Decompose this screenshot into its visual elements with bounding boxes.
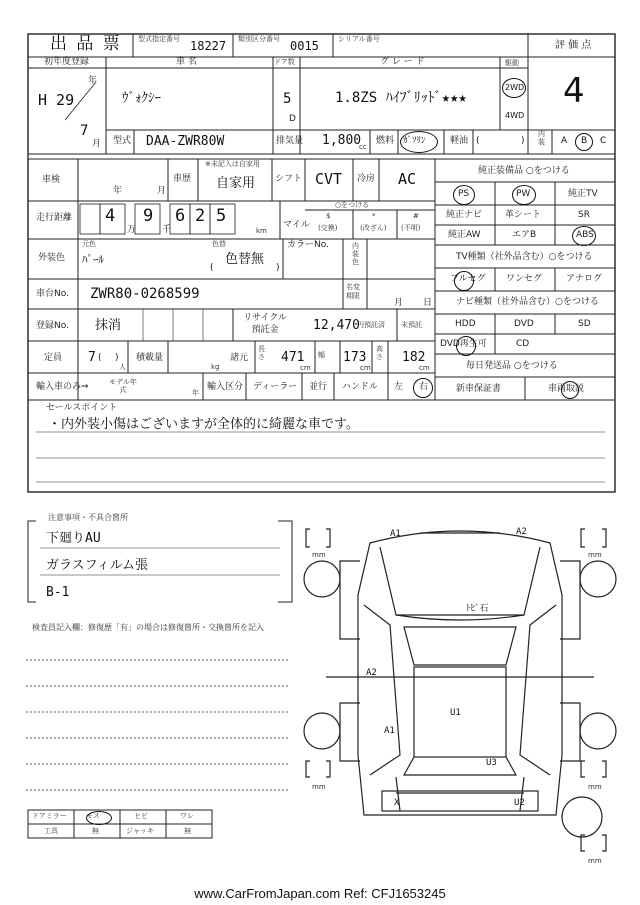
import-type-label: 輸入区分 <box>207 382 244 392</box>
tools-value: 無 <box>92 827 99 835</box>
mileage-digit-5: 5 <box>216 206 227 226</box>
mileage-digit-4: 2 <box>195 206 206 226</box>
length-value: 471 <box>281 350 305 365</box>
mileage-label: 走行距離 <box>36 213 73 223</box>
car-diagram <box>300 515 620 865</box>
equip-airbag: エアB <box>512 230 537 240</box>
equip-navi: 純正ナビ <box>446 210 483 220</box>
sales-label: セールスポイント <box>46 403 118 413</box>
grade-value: 4 <box>563 71 585 111</box>
fuel-gasoline: ｶﾞｿﾘﾝ <box>403 136 426 146</box>
year-unit: 年 <box>88 76 98 86</box>
mileage-digit-1: 4 <box>105 206 116 226</box>
mm-fl: mm <box>312 551 326 559</box>
tv-title: TV種類（社外品含む）○をつける <box>456 252 593 262</box>
orig-color-label: 元色 <box>82 240 96 248</box>
sales-text: ・内外装小傷はございますが全体的に綺麗な車です。 <box>48 417 359 432</box>
fuel-diesel: 軽油 <box>450 136 469 146</box>
load-label: 積載量 <box>136 353 164 363</box>
recycle-unit: 円預託済 <box>357 321 385 329</box>
handle-label: ハンドル <box>342 382 379 392</box>
mileage-digit-3: 6 <box>175 206 186 226</box>
mark-u2: U2 <box>514 798 525 808</box>
int-color-label: 内装色 <box>352 242 359 267</box>
notes-line-2: ガラスフィルム張 <box>46 558 149 573</box>
width-value: 173 <box>343 350 367 365</box>
form-title: 出 品 票 <box>50 34 122 54</box>
odo-opt-1-desc: (交換) <box>318 224 338 232</box>
tv-fullseg: フルセグ <box>450 274 486 284</box>
shift-label: シフト <box>275 174 303 184</box>
notes-line-3: B-1 <box>46 585 70 600</box>
interior-label: 内装 <box>538 130 545 146</box>
displacement-value: 1,800 <box>322 133 362 148</box>
inspection-month-unit: 月 <box>157 186 167 196</box>
fuel-label: 燃料 <box>376 136 395 146</box>
hibi-label: ヒビ <box>134 812 148 820</box>
first-reg-label: 初年度登録 <box>44 57 90 67</box>
history-note: ※未記入は自家用 <box>205 160 260 168</box>
inspector-label: 検査員記入欄：修復歴「有」の場合は修復箇所・交換箇所を記入 <box>32 623 264 632</box>
kg-unit: kg <box>211 363 220 371</box>
footer-ref: www.CarFromJapan.com Ref: CFJ1653245 <box>194 886 446 901</box>
equip-pw: PW <box>516 189 531 199</box>
name-change-month-unit: 月 <box>394 298 404 308</box>
mark-a1-side: A1 <box>384 726 395 736</box>
inspection-year-unit: 年 <box>113 186 123 196</box>
first-reg-month: 7 <box>80 123 89 139</box>
drive-2wd: 2WD <box>505 83 525 92</box>
car-name-label: 車 名 <box>176 57 197 67</box>
nav-dvd-play: DVD再生可 <box>440 339 487 349</box>
model-designation-value: 18227 <box>190 39 227 53</box>
km-unit: km <box>256 227 267 235</box>
recycle-label: リサイクル預託金 <box>243 313 287 335</box>
mm-rl: mm <box>312 783 326 791</box>
odo-opt-3: # <box>413 212 419 220</box>
height-cm: cm <box>419 364 430 372</box>
odo-opt-2: * <box>372 212 376 220</box>
mark-a2-side: A2 <box>366 668 377 678</box>
trim-label: グ レ ー ド <box>380 57 425 67</box>
mileage-digit-2: 9 <box>143 206 154 226</box>
history-value: 自家用 <box>216 176 256 191</box>
capacity-label: 定員 <box>44 353 63 363</box>
serial-label: シリアル番号 <box>338 35 380 43</box>
repaint-value: 色替無 <box>225 252 265 267</box>
notes-line-1: 下廻りAU <box>46 531 101 546</box>
ship-title: 毎日発送品 ○をつける <box>466 361 558 371</box>
drive-label: 駆動 <box>505 59 519 67</box>
cc-unit: cc <box>359 143 367 151</box>
person-unit: 人 <box>119 363 126 371</box>
mark-u1: U1 <box>450 708 461 718</box>
drive-4wd: 4WD <box>505 111 525 120</box>
chassis-value: ZWR80-0268599 <box>90 286 200 302</box>
equip-aw: 純正AW <box>448 230 481 240</box>
doors-label: ドア数 <box>274 58 295 66</box>
ship-warranty: 新車保証書 <box>456 384 502 394</box>
equip-ps: PS <box>458 189 470 199</box>
reg-no-label: 登録No. <box>36 321 69 331</box>
mark-tobiishi: ﾄﾋﾞ石 <box>466 604 489 614</box>
height-label: 高さ <box>376 345 383 361</box>
tv-analog: アナログ <box>566 274 603 284</box>
handle-left: 左 <box>394 382 404 392</box>
repaint-label: 色替 <box>212 240 226 248</box>
dims-label: 諸元 <box>230 353 249 363</box>
odo-opt-2-desc: (改ざん) <box>360 224 387 232</box>
import-label: 輸入車のみ⇒ <box>36 382 89 392</box>
mark-x: X <box>394 798 400 808</box>
chassis-label: 車台No. <box>36 289 69 299</box>
mark-u3: U3 <box>486 758 497 768</box>
man-unit: 万 <box>127 225 137 235</box>
length-label: 長さ <box>258 345 265 361</box>
inspection-label: 車検 <box>42 175 61 185</box>
mile-unit: マイル <box>283 220 310 230</box>
recycle-unpaid: 未預託 <box>401 321 422 329</box>
equip-title: 純正装備品 ○をつける <box>478 166 570 176</box>
mark-a2-front: A2 <box>516 527 527 537</box>
shift-value: CVT <box>315 170 343 188</box>
interior-grade-a: A <box>561 136 568 146</box>
grade-label: 評 価 点 <box>555 40 592 51</box>
odo-circle-note: ○をつける <box>335 201 370 209</box>
ac-value: AC <box>398 170 417 188</box>
interior-grade-b: B <box>581 136 588 146</box>
model-year-label: モデル年式 <box>109 378 137 395</box>
equip-tv: 純正TV <box>568 189 598 199</box>
tv-oneseg: ワンセグ <box>506 274 543 284</box>
model-year-unit: 年 <box>192 389 199 397</box>
mark-a1-front: A1 <box>390 529 401 539</box>
displacement-label: 排気量 <box>276 136 304 146</box>
nav-dvd: DVD <box>514 319 534 329</box>
nav-title: ナビ種類（社外品含む）○をつける <box>456 297 599 307</box>
jack-value: 無 <box>184 827 191 835</box>
mirror-circle <box>86 811 112 825</box>
nav-hdd: HDD <box>455 319 476 329</box>
odo-opt-3-desc: (不明) <box>401 224 421 232</box>
month-unit: 月 <box>92 139 102 149</box>
reg-no-value: 抹消 <box>95 318 122 333</box>
history-label: 車歴 <box>173 174 192 184</box>
parallel-option: 並行 <box>309 382 328 392</box>
first-reg-year: H 29 <box>38 91 75 109</box>
name-change-label: 名変期限 <box>346 283 360 301</box>
equip-abs: ABS <box>576 230 594 240</box>
model-label: 型式 <box>113 136 132 146</box>
width-label: 幅 <box>318 351 325 359</box>
category-label: 類別区分番号 <box>238 35 280 43</box>
ship-manual: 車両取説 <box>548 384 585 394</box>
length-cm: cm <box>300 364 311 372</box>
handle-right: 右 <box>419 382 429 392</box>
orig-color-value: ﾊﾟｰﾙ <box>82 253 104 266</box>
mm-fr: mm <box>588 551 602 559</box>
mirror-value: モス <box>86 812 100 820</box>
car-name: ｳﾞｫｸｼｰ <box>122 91 161 106</box>
notes-label: 注意事項・不具合箇所 <box>48 513 128 522</box>
nav-cd: CD <box>516 339 530 349</box>
tools-label: 工具 <box>44 827 58 835</box>
jack-label: ジャッキ <box>126 827 154 835</box>
recycle-value: 12,470 <box>313 318 360 333</box>
nav-sd: SD <box>578 319 591 329</box>
ware-label: ワレ <box>180 812 194 820</box>
color-label: 外装色 <box>38 253 66 263</box>
interior-grade-c: C <box>600 136 607 146</box>
model-designation-label: 型式指定番号 <box>138 35 180 43</box>
equip-leather: 革シート <box>505 210 542 220</box>
capacity-value: 7 <box>88 350 96 365</box>
ac-label: 冷房 <box>357 174 376 184</box>
model-code: DAA-ZWR80W <box>146 134 225 149</box>
doors-value: 5 <box>283 91 292 107</box>
mirror-label: ドアミラー <box>32 812 67 820</box>
sen-unit: 千 <box>162 225 172 235</box>
odo-opt-1: $ <box>326 212 331 220</box>
category-value: 0015 <box>290 39 319 53</box>
mm-spare: mm <box>588 857 602 865</box>
dealer-option: ディーラー <box>253 382 298 392</box>
trim-value: 1.8ZS ﾊｲﾌﾞﾘｯﾄﾞ★★★ <box>335 90 467 106</box>
height-value: 182 <box>402 350 426 365</box>
door-suffix: D <box>289 114 296 124</box>
equip-sr: SR <box>578 210 590 220</box>
width-cm: cm <box>360 364 371 372</box>
mm-rr: mm <box>588 783 602 791</box>
color-no-label: カラーNo. <box>287 240 329 250</box>
